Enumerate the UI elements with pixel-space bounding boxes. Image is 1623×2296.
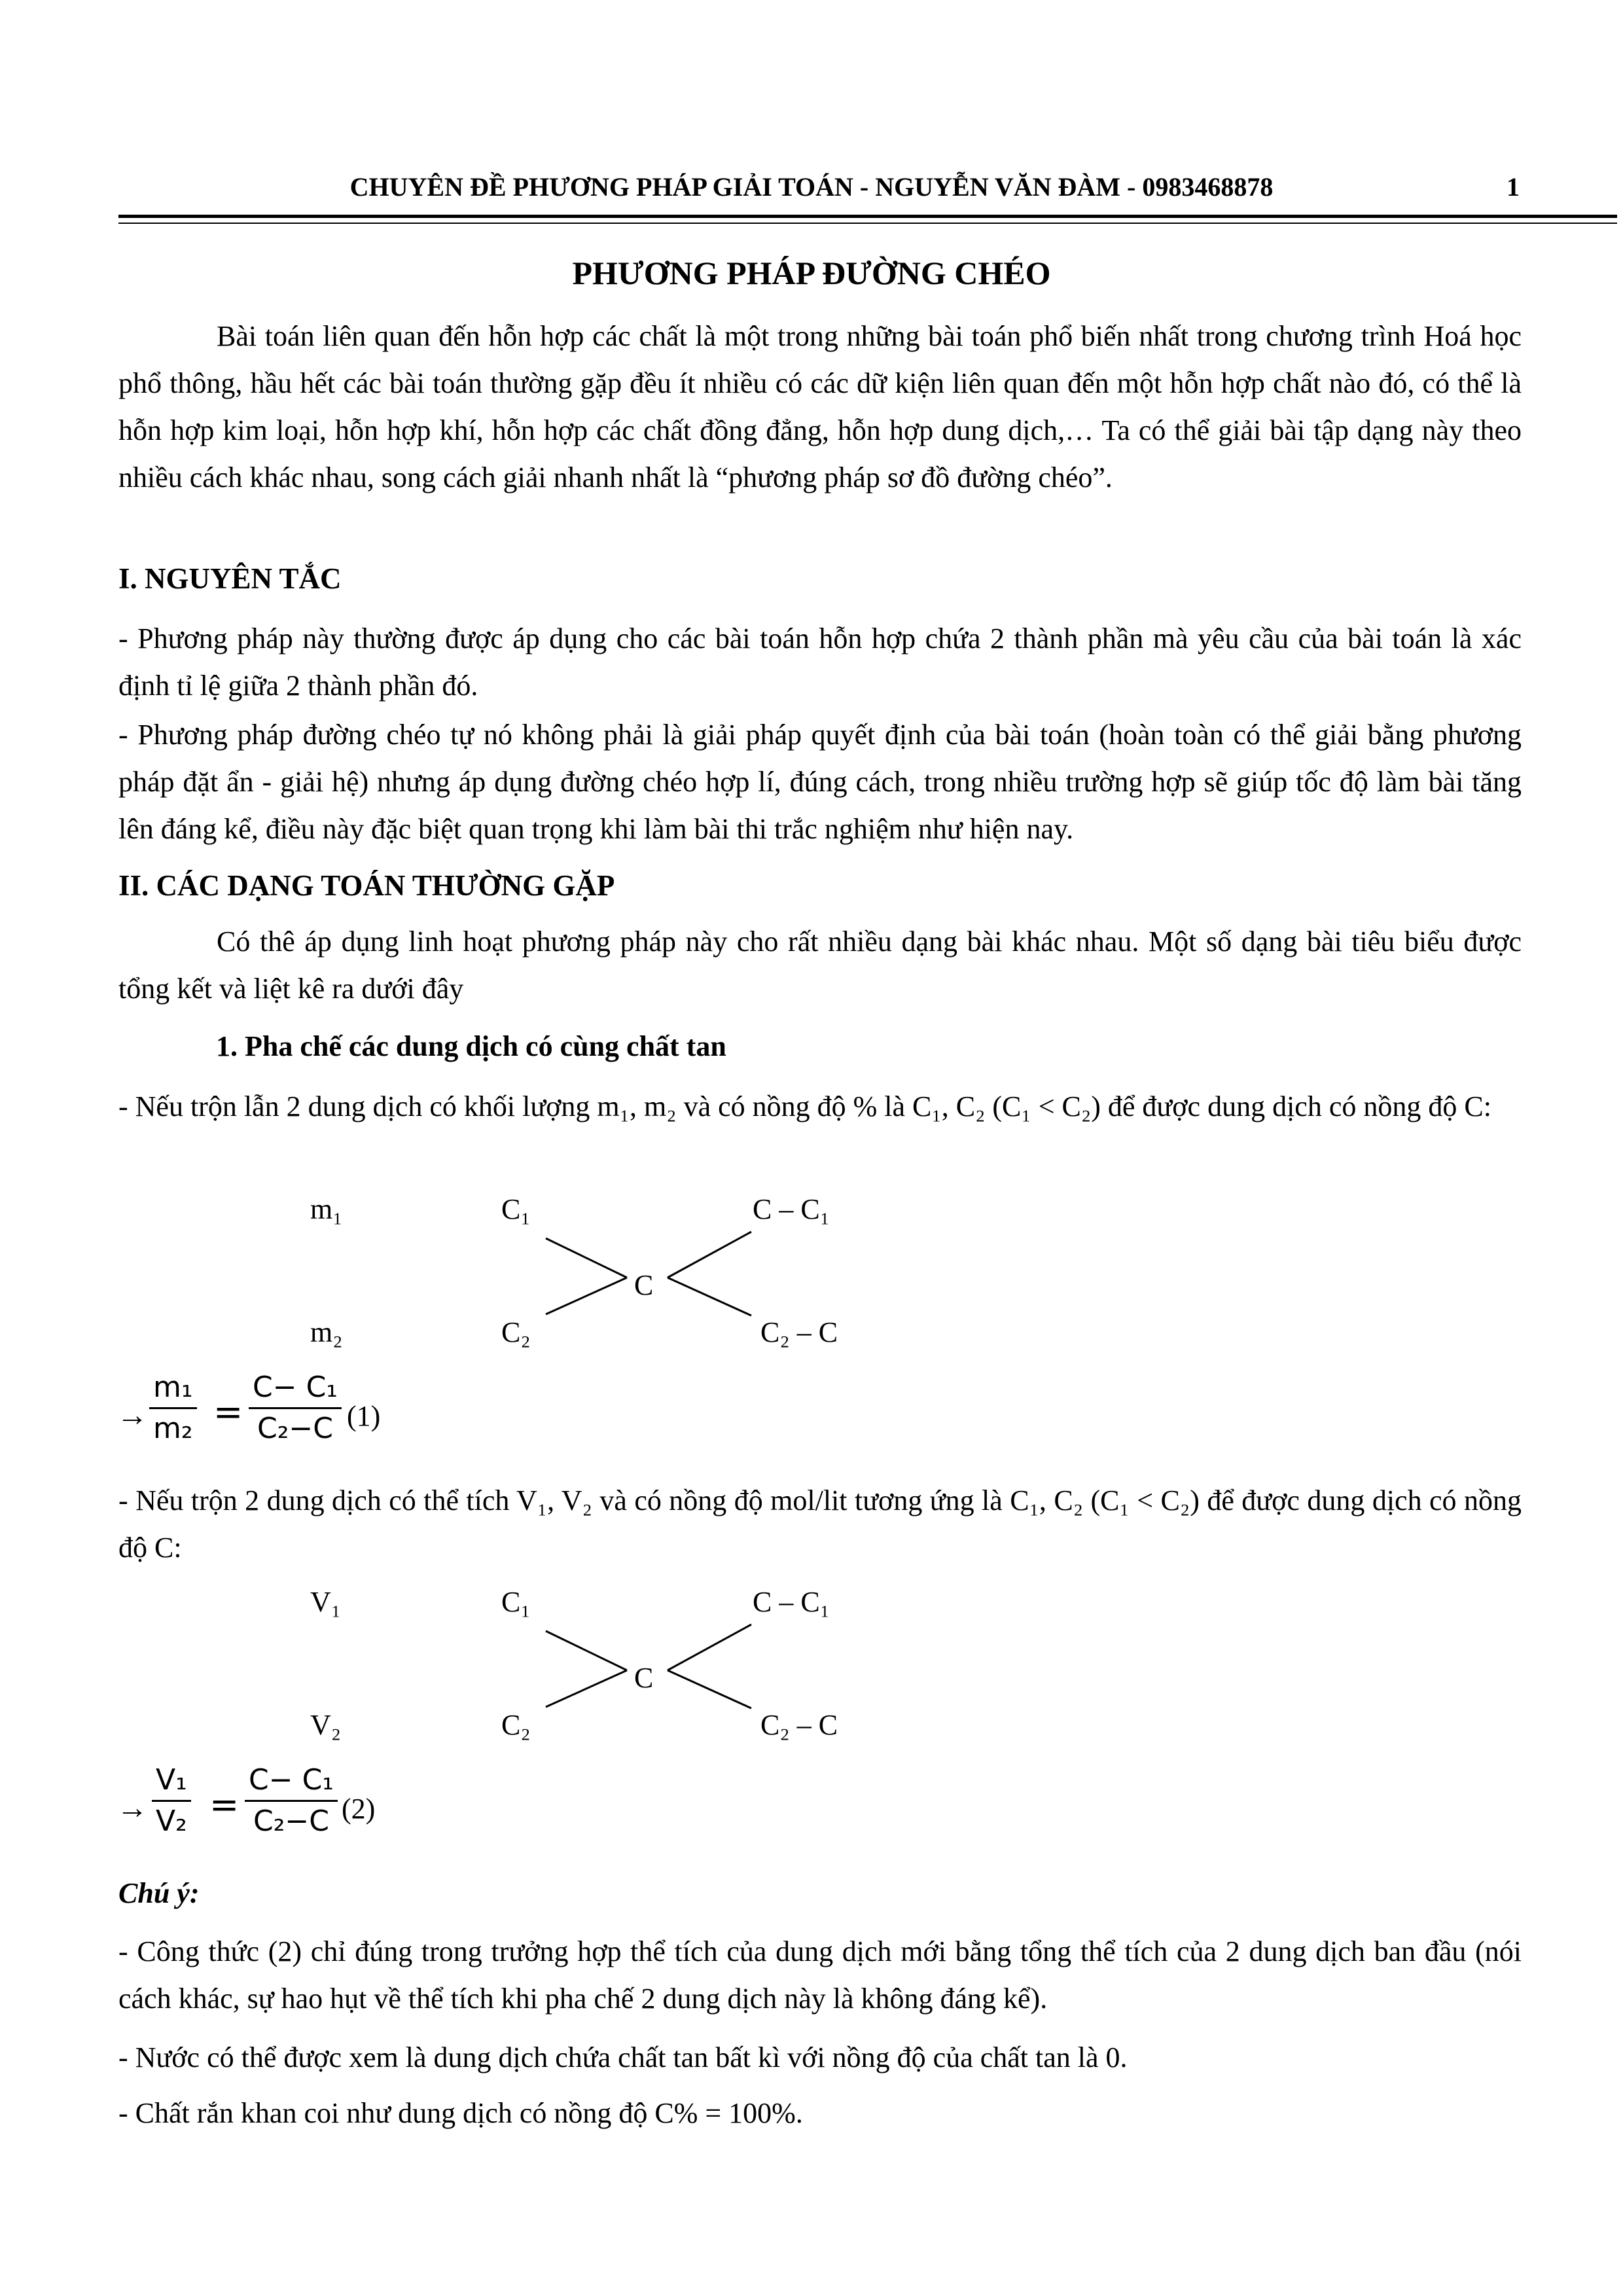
formula2-right-denominator: C₂−C bbox=[253, 1804, 329, 1838]
diagram1-bottom-right: C₂ – C bbox=[760, 1316, 838, 1348]
formula2-left-numerator: V₁ bbox=[156, 1763, 187, 1797]
section2-intro: Có thê áp dụng linh hoạt phương pháp này cho rất nhiều dạng bài khác nhau. Một số dạng bài tiêu biểu được tổng kết và liệt kê ra dưới đây bbox=[118, 925, 1522, 1005]
diagram2-center: C bbox=[634, 1662, 654, 1694]
diagram1-bottom-left: m₂ bbox=[310, 1316, 343, 1348]
diagram1-center: C bbox=[634, 1269, 654, 1301]
diagram1-bottom-mid: C₂ bbox=[501, 1316, 531, 1348]
formula1-arrow: → bbox=[116, 1398, 148, 1433]
formula2-left-denominator: V₂ bbox=[156, 1804, 187, 1838]
section1-heading: I. NGUYÊN TẮC bbox=[118, 562, 342, 595]
diagram2-bottom-mid: C₂ bbox=[501, 1709, 531, 1741]
page-number: 1 bbox=[1507, 172, 1520, 202]
intro-paragraph: Bài toán liên quan đến hỗn hợp các chất là một trong những bài toán phổ biến nhất trong chương trình Hoá học phổ thông, hầu hết các bài toán thường gặp đều ít nhiều có các dữ kiện liên quan đến một hỗn hợp chất nào đó, có thể là hỗn hợp kim loại, hỗn hợp khí, hỗn hợp các chất đồng đẳng, hỗn hợp dung dịch,… Ta có thể giải bài tập dạng này theo nhiều cách khác nhau, song cách giải nhanh nhất là “phương pháp sơ đồ đường chéo”. bbox=[118, 320, 1522, 493]
formula1-left-denominator: m₂ bbox=[153, 1412, 193, 1445]
note-3: - Chất rắn khan coi như dung dịch có nồng độ C% = 100%. bbox=[118, 2097, 803, 2129]
diagram2-top-mid: C₁ bbox=[501, 1586, 531, 1618]
subsection1-heading: 1. Pha chế các dung dịch có cùng chất tan bbox=[216, 1030, 726, 1062]
formula2-arrow: → bbox=[116, 1791, 148, 1825]
formula2-right-numerator: C− C₁ bbox=[249, 1763, 334, 1797]
case-volume-paragraph: - Nếu trộn 2 dung dịch có thể tích V₁, V₂ và có nồng độ mol/lit tương ứng là C₁, C₂ (C₁ < C₂) để được dung dịch có nồng độ C: bbox=[118, 1484, 1522, 1564]
document-title: PHƯƠNG PHÁP ĐƯỜNG CHÉO bbox=[572, 255, 1051, 291]
formula1-label: (1) bbox=[347, 1400, 381, 1432]
diagram1-top-right: C – C₁ bbox=[753, 1193, 830, 1225]
diagram2-bottom-left: V₂ bbox=[310, 1709, 342, 1741]
case-mass-paragraph: - Nếu trộn lẫn 2 dung dịch có khối lượng m₁, m₂ và có nồng độ % là C₁, C₂ (C₁ < C₂) để được dung dịch có nồng độ C: bbox=[118, 1090, 1491, 1122]
diagram1-top-left: m₁ bbox=[310, 1193, 343, 1225]
section2-heading: II. CÁC DẠNG TOÁN THƯỜNG GẶP bbox=[118, 869, 615, 902]
formula1-left-numerator: m₁ bbox=[153, 1371, 193, 1404]
diagram2-top-left: V₁ bbox=[310, 1586, 342, 1618]
diagram2-top-right: C – C₁ bbox=[753, 1586, 830, 1618]
page-header: CHUYÊN ĐỀ PHƯƠNG PHÁP GIẢI TOÁN - NGUYỄN VĂN ĐÀM - 0983468878 bbox=[349, 172, 1274, 202]
note-1: - Công thức (2) chỉ đúng trong trưởng hợp thể tích của dung dịch mới bằng tổng thể tích của 2 dung dịch ban đầu (nói cách khác, sự hao hụt về thể tích khi pha chế 2 dung dịch này là không đáng kể). bbox=[118, 1935, 1522, 2015]
formula2-equals: = bbox=[209, 1784, 240, 1825]
section1-paragraph-2: - Phương pháp đường chéo tự nó không phải là giải pháp quyết định của bài toán (hoàn toàn có thể giải bằng phương pháp đặt ẩn - giải hệ) nhưng áp dụng đường chéo hợp lí, đúng cách, trong nhiều trường hợp sẽ giúp tốc độ làm bài tăng lên đáng kể, điều này đặc biệt quan trọng khi làm bài thi trắc nghiệm như hiện nay. bbox=[118, 719, 1522, 845]
diagram1-top-mid: C₁ bbox=[501, 1193, 531, 1225]
formula1-right-denominator: C₂−C bbox=[257, 1412, 333, 1445]
formula2-right-fraction bbox=[245, 1761, 338, 1841]
formula2-left-fraction bbox=[152, 1761, 191, 1841]
formula1-right-numerator: C− C₁ bbox=[253, 1371, 338, 1404]
note-2: - Nước có thể được xem là dung dịch chứa chất tan bất kì với nồng độ của chất tan là 0. bbox=[118, 2041, 1128, 2073]
section1-paragraph-1: - Phương pháp này thường được áp dụng cho các bài toán hỗn hợp chứa 2 thành phần mà yêu cầu của bài toán là xác định tỉ lệ giữa 2 thành phần đó. bbox=[118, 622, 1522, 702]
note-heading: Chú ý: bbox=[118, 1877, 200, 1909]
formula2-label: (2) bbox=[342, 1793, 376, 1825]
diagram2-bottom-right: C₂ – C bbox=[760, 1709, 838, 1741]
formula1-equals: = bbox=[213, 1391, 243, 1433]
